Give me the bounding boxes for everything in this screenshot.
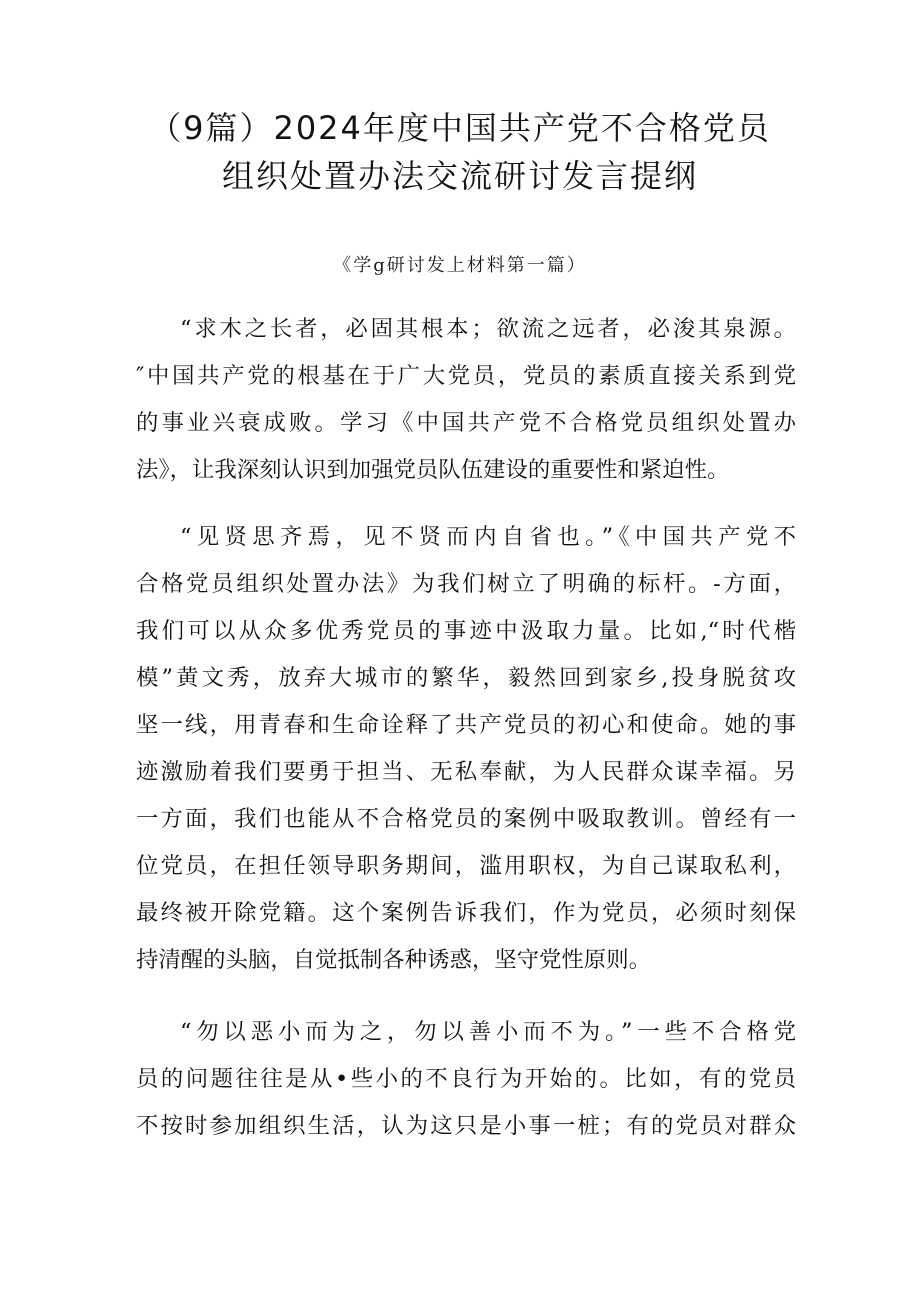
paragraph-2-line-4: 模”黄文秀，放弃大城市的繁华，毅然回到家乡,投身脱贫攻 xyxy=(136,665,796,691)
paragraph-3-line-1: “勿以恶小而为之，勿以善小而不为。”一些不合格党 xyxy=(180,1019,796,1045)
paragraph-2-line-7: 一方面，我们也能从不合格党员的案例中吸取教训。曾经有一 xyxy=(136,806,796,832)
paragraph-1-line-3: 的事业兴衰成败。学习《中国共产党不合格党员组织处置办 xyxy=(136,410,796,436)
paragraph-3-line-3: 不按时参加组织生活，认为这只是小事一桩；有的党员对群众 xyxy=(136,1113,796,1139)
paragraph-2-line-9: 最终被开除党籍。这个案例告诉我们，作为党员，必须时刻保 xyxy=(136,900,796,926)
paragraph-2-line-10: 持清醒的头脑，自觉抵制各种诱惑，坚守党性原则。 xyxy=(136,947,651,973)
paragraph-2-line-5: 坚一线，用青春和生命诠释了共产党员的初心和使命。她的事 xyxy=(136,712,796,738)
paragraph-1-line-1: “求木之长者，必固其根本；欲流之远者，必浚其泉源。 xyxy=(180,316,796,342)
document-title-line-2: 组织处置办法交流研讨发言提纲 xyxy=(221,157,698,195)
document-subtitle: 《学g研讨发上材料第一篇） xyxy=(333,255,587,276)
paragraph-1-line-2: ″中国共产党的根基在于广大党员，党员的素质直接关系到党 xyxy=(136,363,796,389)
paragraph-1-line-4: 法》，让我深刻认识到加强党员队伍建设的重要性和紧迫性。 xyxy=(136,457,730,483)
paragraph-3-line-2: 员的问题往往是从•些小的不良行为开始的。比如，有的党员 xyxy=(136,1066,796,1092)
paragraph-2-line-3: 我们可以从众多优秀党员的事迹中汲取力量。比如,“时代楷 xyxy=(136,618,796,644)
paragraph-2-line-6: 迹激励着我们要勇于担当、无私奉献，为人民群众谋幸福。另 xyxy=(136,759,796,785)
paragraph-2-line-1: “见贤思齐焉，见不贤而内自省也。”《中国共产党不 xyxy=(180,524,796,550)
document-title-line-1: （9篇）2024年度中国共产党不合格党员 xyxy=(149,109,771,147)
paragraph-2-line-8: 位党员，在担任领导职务期间，滥用职权，为自己谋取私利， xyxy=(136,853,796,879)
paragraph-2-line-2: 合格党员组织处置办法》为我们树立了明确的标杆。-方面， xyxy=(136,571,796,597)
